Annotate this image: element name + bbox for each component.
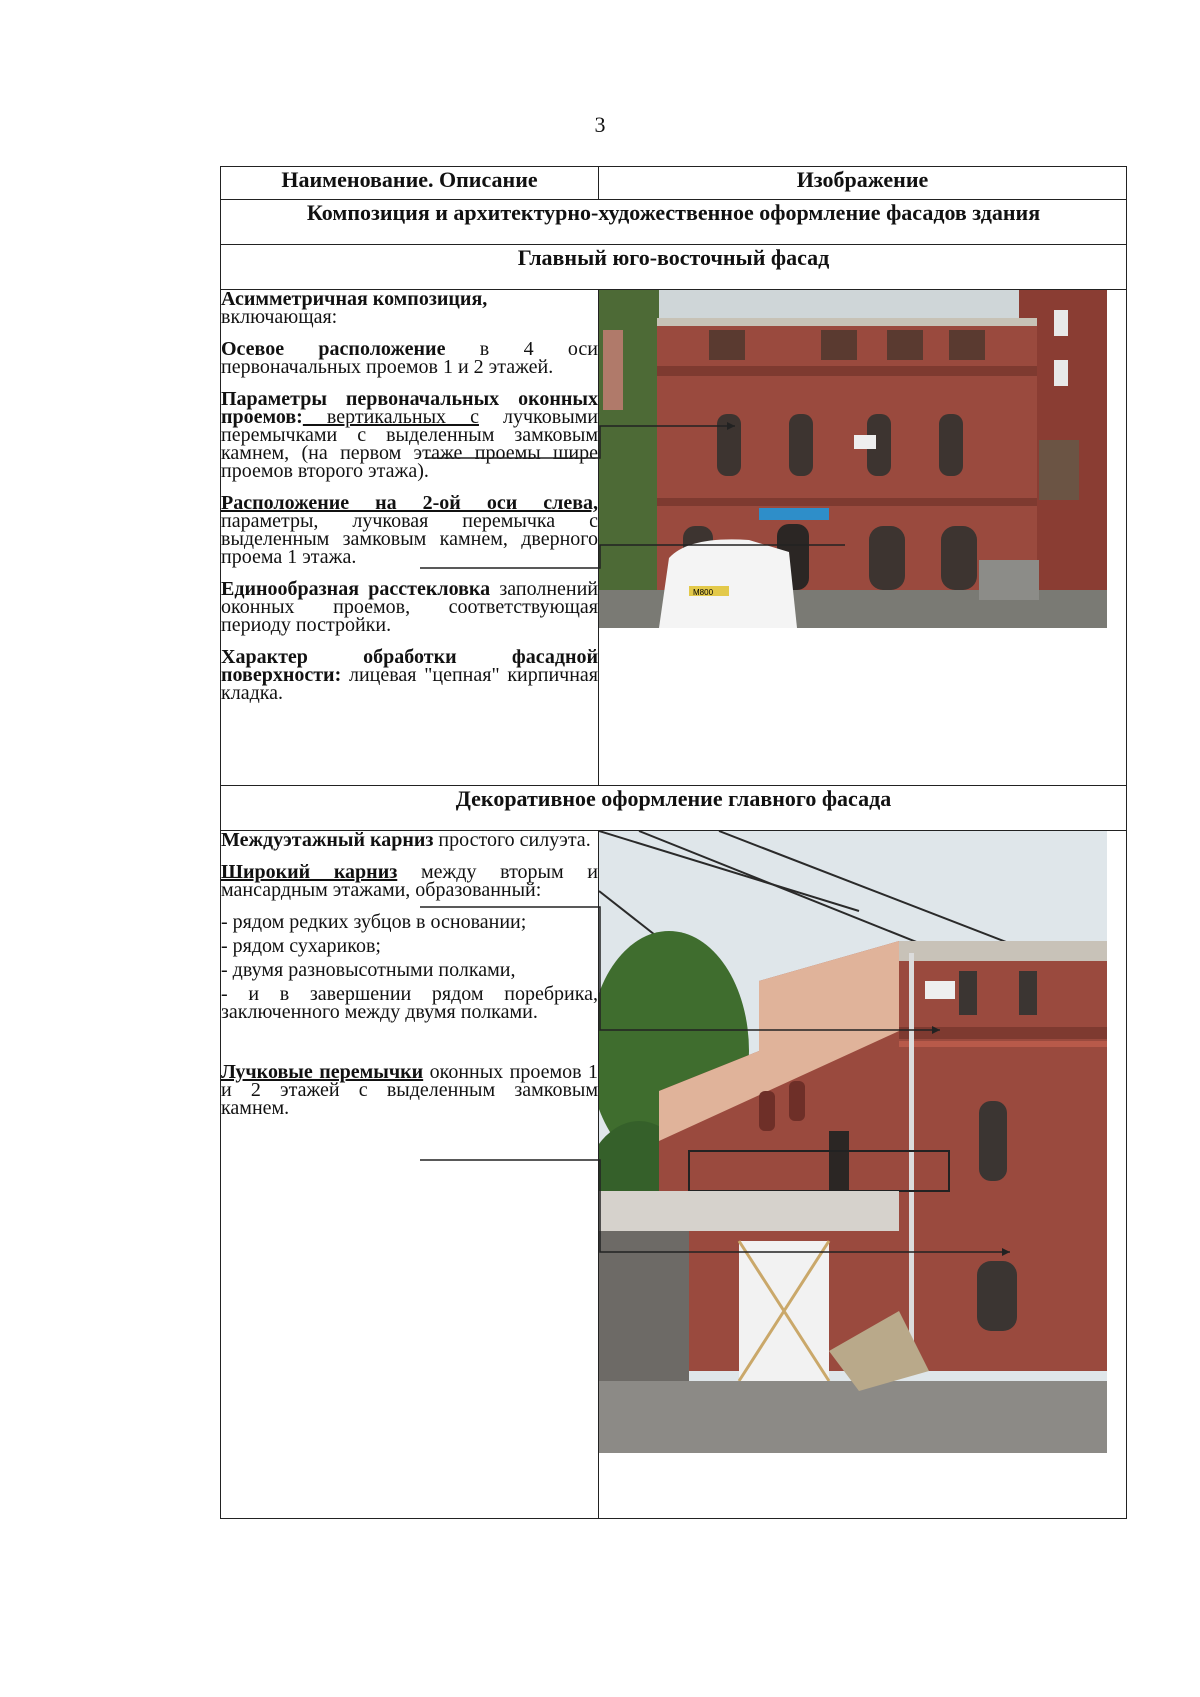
facade-photo-cell (599, 290, 1127, 786)
decor-description (221, 831, 599, 1519)
decor-p1-bold: Междуэтажный карниз (221, 829, 434, 851)
header-image: Изображение (599, 167, 1127, 200)
facade-p3-rest: лучковыми перемычками с выделенным замковым камнем, (на первом этаже проемы шире проемов второго этажа). (221, 406, 598, 482)
decor-list-item-1: - рядом редких зубцов в основании; (221, 911, 527, 933)
decor-list-item-4: - и в завершении рядом поребрика, заключенного между двумя полками. (221, 983, 598, 1023)
decor-list-item-3: - двумя разновысотными полками, (221, 959, 516, 981)
facade-p1-rest: включающая: (221, 306, 338, 328)
decor-title: Декоративное оформление главного фасада (221, 786, 1127, 831)
facade-description (221, 290, 599, 786)
facade-photo (599, 290, 1107, 628)
facade-p5-rest: заполнений оконных проемов, соответствующая периоду постройки. (221, 578, 599, 636)
decor-p2-bold: Широкий карниз (221, 861, 398, 883)
document-table (220, 166, 1127, 1519)
facade-p3-bold: Параметры первоначальных оконных проемов: (221, 388, 598, 428)
facade-p3-underline: вертикальных с (302, 406, 479, 428)
decor-p2-rest: между вторым и мансардным этажами, образованный: (221, 861, 599, 901)
page-number: 3 (594, 112, 606, 137)
header-name-description: Наименование. Описание (221, 167, 599, 200)
facade-p2-rest: в 4 оси первоначальных проемов 1 и 2 этажей. (221, 338, 598, 378)
facade-p4-rest: параметры, лучковая перемычка с выделенным замковым камнем, дверного проема 1 этажа. (221, 510, 598, 568)
decor-p3-rest: оконных проемов 1 и 2 этажей с выделенным замковым камнем. (221, 1061, 599, 1119)
facade-p6-bold: Характер обработки фасадной поверхности: (221, 646, 598, 686)
decor-photo-cell (599, 831, 1127, 1519)
decor-p1-rest: простого силуэта. (433, 829, 591, 851)
facade-p4-bold: Расположение на 2-ой оси слева, (221, 492, 598, 514)
facade-p6-rest: лицевая "цепная" кирпичная кладка. (221, 664, 598, 704)
decor-photo (599, 831, 1107, 1453)
facade-p5-bold: Единообразная расстекловка (221, 578, 491, 600)
section-title: Композиция и архитектурно-художественное оформление фасадов здания (221, 200, 1127, 245)
decor-p3-bold: Лучковые перемычки (221, 1061, 424, 1083)
decor-list-item-2: - рядом сухариков; (221, 935, 381, 957)
car-plate: M800 (693, 588, 714, 597)
facade-p1-bold: Асимметричная композиция, (221, 288, 488, 310)
facade-p2-bold: Осевое расположение (221, 338, 446, 360)
facade-title: Главный юго-восточный фасад (221, 245, 1127, 290)
